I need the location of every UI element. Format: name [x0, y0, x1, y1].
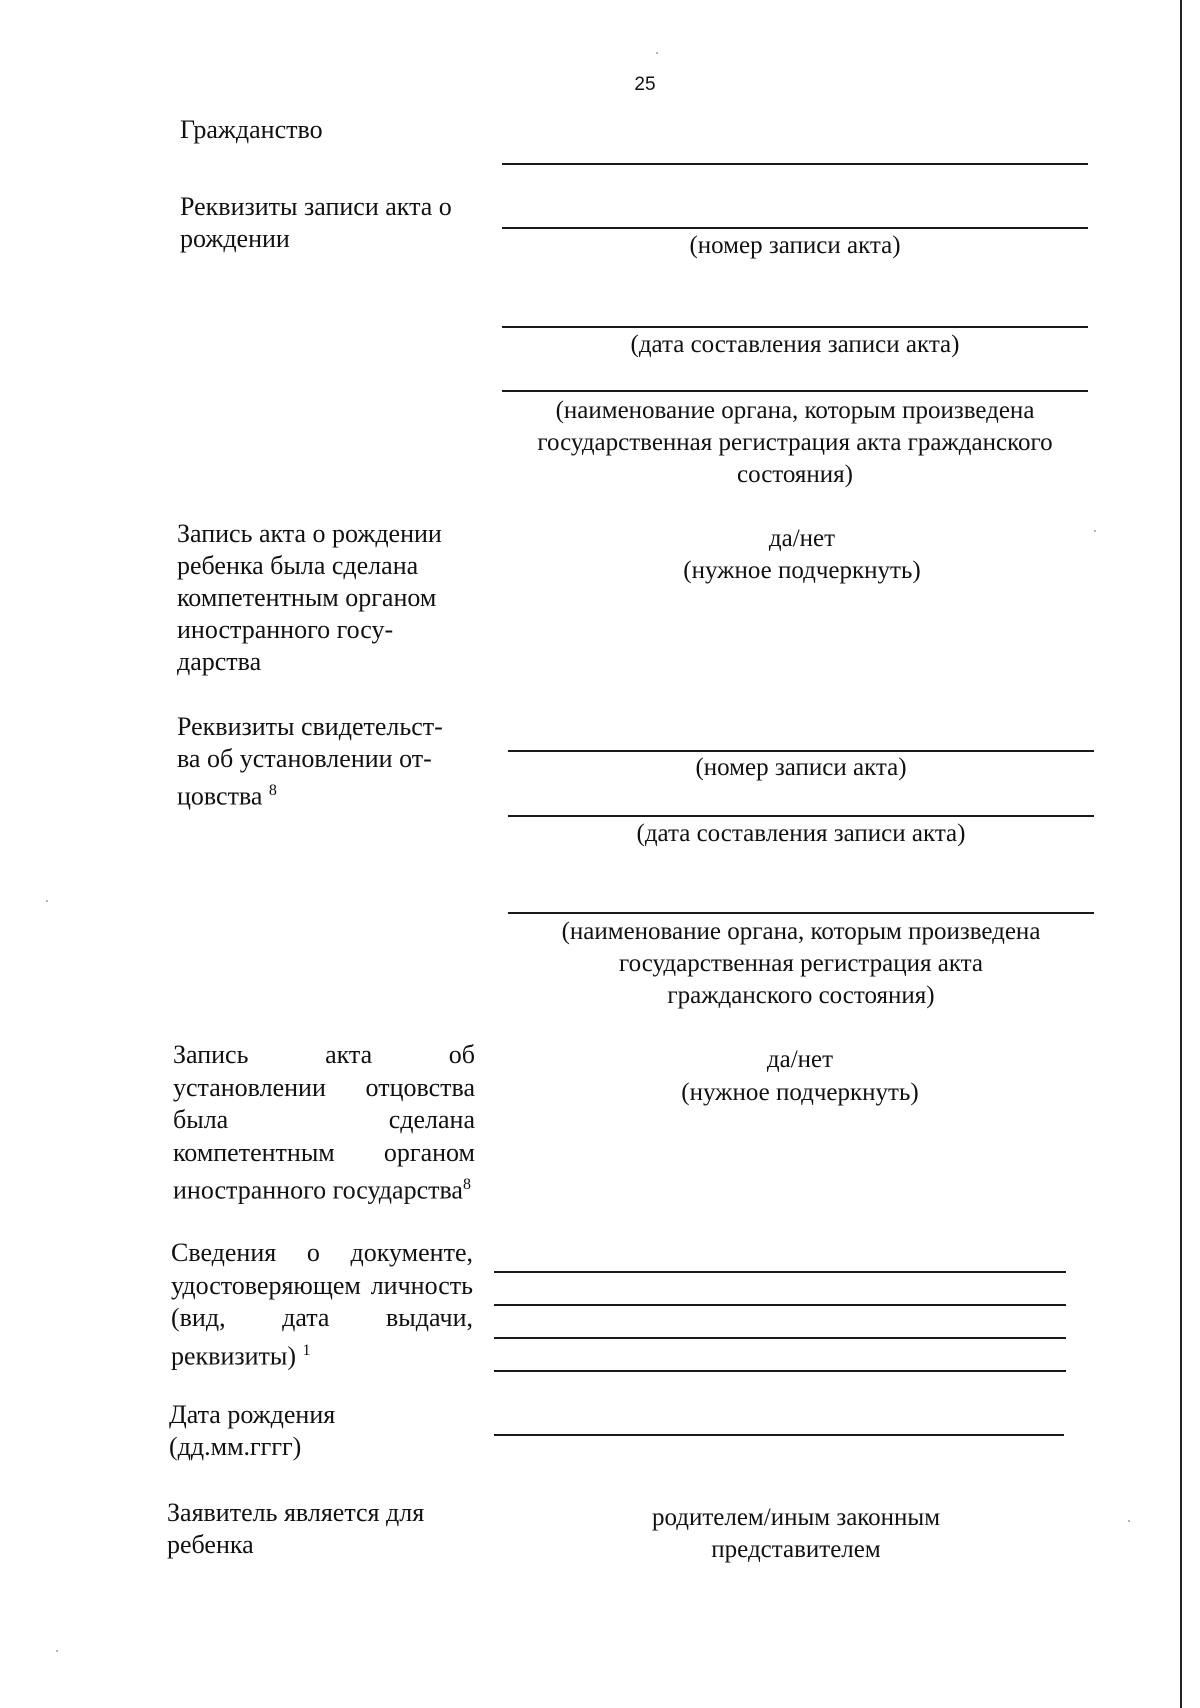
- paternity-certificate-label: [177, 711, 497, 813]
- identity-document-label: [171, 1237, 473, 1373]
- identity-document-label-text: Сведения о документе, удостоверяющем личность (вид, дата выдачи, реквизиты): [171, 1238, 473, 1371]
- identity-document-line-2[interactable]: [494, 1304, 1066, 1306]
- scan-speck: [46, 900, 48, 902]
- birth-record-date-caption: (дата составления записи акта): [630, 331, 960, 358]
- birth-foreign-option[interactable]: да/нет: [768, 525, 836, 552]
- birth-record-number-caption: (номер записи акта): [689, 232, 901, 259]
- citizenship-field[interactable]: [502, 163, 1088, 165]
- paternity-certificate-label-text: Реквизиты свидетельст- ва об установлении от- цовства: [177, 712, 443, 811]
- paternity-foreign-footnote: 8: [462, 1176, 471, 1193]
- paternity-authority-field[interactable]: [508, 912, 1094, 914]
- paternity-certificate-footnote: 8: [268, 782, 277, 799]
- birth-record-number-field[interactable]: [502, 227, 1088, 229]
- identity-document-line-3[interactable]: [494, 1337, 1066, 1339]
- paternity-foreign-label: [173, 1039, 475, 1207]
- applicant-role-value[interactable]: родителем/иным законным представителем: [651, 1504, 941, 1563]
- scan-speck: [1094, 530, 1096, 532]
- paternity-foreign-option[interactable]: да/нет: [766, 1046, 834, 1073]
- birth-record-authority-field[interactable]: [502, 390, 1088, 392]
- paternity-foreign-hint: (нужное подчеркнуть): [681, 1079, 919, 1106]
- scan-speck: [1128, 1520, 1130, 1522]
- citizenship-label: Гражданство: [180, 115, 323, 144]
- applicant-role-label: Заявитель является для ребенка: [167, 1498, 425, 1559]
- paternity-date-caption: (дата составления записи акта): [636, 820, 966, 847]
- page-edge: [1180, 0, 1182, 1708]
- identity-document-line-1[interactable]: [494, 1271, 1066, 1273]
- birth-date-label: Дата рождения (дд.мм.гггг): [169, 1400, 336, 1461]
- paternity-date-field[interactable]: [508, 815, 1094, 817]
- paternity-foreign-label-text: Запись акта об установлении отцовства была сделана компетентным органом иностранного государства: [173, 1040, 475, 1205]
- scan-speck: [656, 52, 658, 54]
- paternity-authority-caption: (наименование органа, которым произведена государственная регистрация акта гражданского состояния): [561, 918, 1041, 1009]
- page-number: 25: [634, 74, 656, 95]
- identity-document-line-4[interactable]: [494, 1370, 1066, 1372]
- birth-date-field[interactable]: [494, 1434, 1064, 1436]
- birth-foreign-label: Запись акта о рождении ребенка была сделана компетентным органом иностранного госу- дарства: [177, 519, 442, 676]
- birth-foreign-hint: (нужное подчеркнуть): [683, 557, 921, 584]
- identity-document-footnote: 1: [302, 1341, 311, 1359]
- birth-record-date-field[interactable]: [502, 326, 1088, 328]
- birth-record-label: Реквизиты записи акта о рождении: [180, 192, 452, 253]
- birth-record-authority-caption: (наименование органа, которым произведена государственная регистрация акта гражданского состояния): [537, 397, 1053, 488]
- scan-speck: [56, 1650, 58, 1652]
- paternity-number-caption: (номер записи акта): [695, 754, 907, 781]
